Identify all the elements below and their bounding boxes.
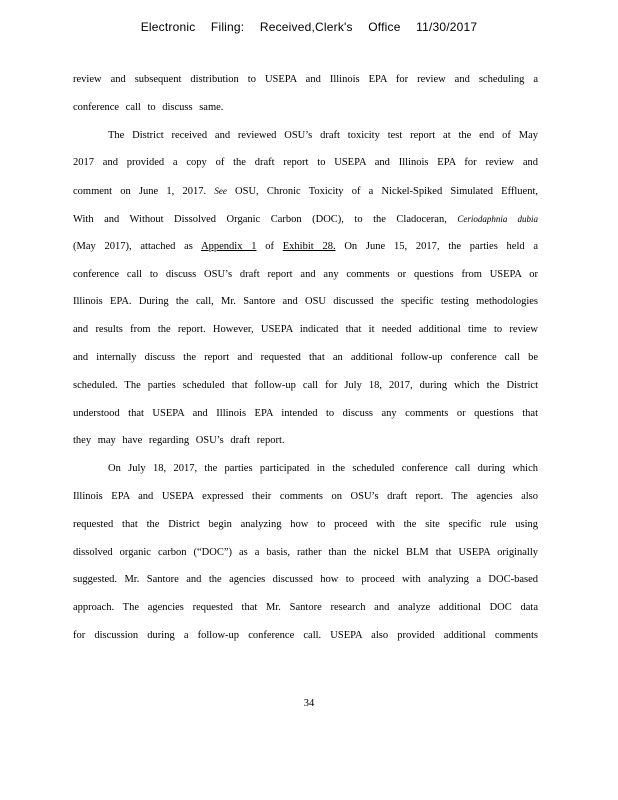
exhibit-reference: Exhibit 28. bbox=[282, 240, 336, 252]
appendix-reference: Appendix 1 bbox=[201, 240, 257, 252]
text-line bbox=[73, 209, 538, 237]
text-line bbox=[73, 237, 538, 265]
page-number: 34 bbox=[303, 698, 315, 709]
text-line: Illinois EPA. During the call, Mr. Santore and OSU discussed the specific testing methodologies bbox=[73, 296, 538, 308]
text-line: they may have regarding OSU’s draft report. bbox=[73, 435, 285, 447]
text-line: Illinois EPA and USEPA expressed their comments on OSU’s draft report. The agencies also bbox=[73, 490, 538, 502]
text-line: understood that USEPA and Illinois EPA intended to discuss any comments or questions that bbox=[73, 407, 538, 419]
text-line: suggested. Mr. Santore and the agencies discussed how to proceed with analyzing a DOC-based bbox=[73, 574, 538, 586]
text-run: On June 15, 2017, the parties held a bbox=[344, 240, 538, 252]
text-line: approach. The agencies requested that Mr. Santore research and analyze additional DOC data bbox=[73, 602, 538, 614]
text-run: comment on June 1, 2017. bbox=[73, 186, 207, 198]
text-line: and internally discuss the report and requested that an additional follow-up conference call be bbox=[73, 351, 538, 363]
text-run: With and Without Dissolved Organic Carbon (DOC), to the Cladoceran, bbox=[73, 213, 447, 225]
text-run: OSU, Chronic Toxicity of a Nickel-Spiked Simulated Effluent, bbox=[235, 186, 538, 198]
species-name: Ceriodaphnia dubia bbox=[457, 213, 538, 224]
text-line: requested that the District begin analyzing how to proceed with the site specific rule using bbox=[73, 518, 538, 530]
text-line bbox=[73, 181, 538, 209]
text-line: scheduled. The parties scheduled that follow-up call for July 18, 2017, during which the District bbox=[73, 379, 538, 391]
text-line: conference call to discuss same. bbox=[73, 101, 224, 113]
citation-signal: See bbox=[214, 186, 227, 197]
text-line: 2017 and provided a copy of the draft report to USEPA and Illinois EPA for review and bbox=[73, 157, 538, 169]
text-line: for discussion during a follow-up conference call. USEPA also provided additional comments bbox=[73, 629, 538, 641]
text-run: of bbox=[265, 240, 274, 252]
text-line: The District received and reviewed OSU’s draft toxicity test report at the end of May bbox=[108, 129, 538, 141]
text-line: review and subsequent distribution to USEPA and Illinois EPA for review and scheduling a bbox=[73, 74, 538, 85]
filing-header: Electronic Filing: Received,Clerk's Office 11/30/2017 bbox=[140, 20, 478, 34]
text-line: On July 18, 2017, the parties participated in the scheduled conference call during which bbox=[108, 463, 538, 475]
document-body bbox=[73, 70, 538, 654]
text-line: dissolved organic carbon (“DOC”) as a basis, rather than the nickel BLM that USEPA originally bbox=[73, 546, 538, 558]
text-line: conference call to discuss OSU’s draft report and any comments or questions from USEPA or bbox=[73, 268, 538, 280]
text-line: and results from the report. However, USEPA indicated that it needed additional time to review bbox=[73, 324, 538, 336]
text-run: (May 2017), attached as bbox=[73, 240, 193, 252]
